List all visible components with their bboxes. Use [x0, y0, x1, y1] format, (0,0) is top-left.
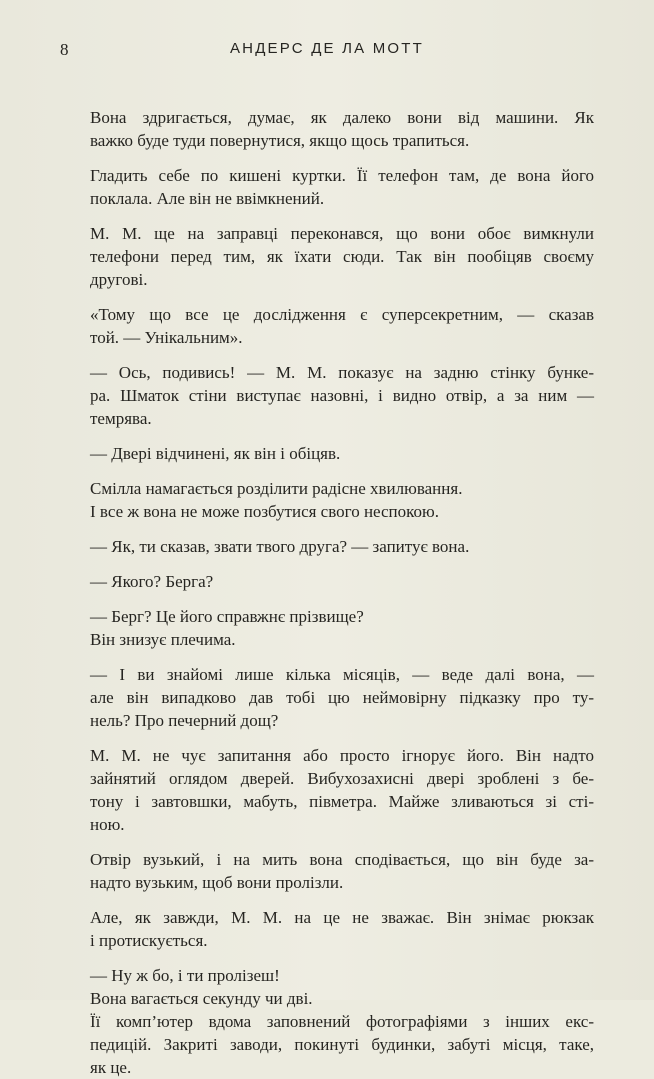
- paragraph: [90, 605, 594, 651]
- body-text: [90, 106, 594, 1079]
- paragraph-gap: [90, 152, 594, 164]
- paragraph: [90, 164, 594, 210]
- page-number: 8: [60, 40, 69, 59]
- text-line: зайнятий оглядом дверей. Вибухозахисні двері зроблені з бе-: [90, 769, 594, 788]
- text-line: «Тому що все це дослідження є суперсекретним, — сказав: [90, 305, 594, 324]
- text-line: Смілла намагається розділити радісне хвилювання.: [90, 479, 463, 498]
- paragraph-gap: [90, 291, 594, 303]
- paragraph-gap: [90, 523, 594, 535]
- paragraph-gap: [90, 836, 594, 848]
- text-line: поклала. Але він не ввімкнений.: [90, 189, 325, 208]
- text-line: — Ну ж бо, і ти пролізеш!: [90, 966, 280, 985]
- text-line: ною.: [90, 815, 125, 834]
- text-line: — Якого? Берга?: [90, 572, 214, 591]
- paragraph: [90, 848, 594, 894]
- text-line: Вона здригається, думає, як далеко вони від машини. Як: [90, 108, 594, 127]
- paragraph: [90, 303, 594, 349]
- paragraph-gap: [90, 465, 594, 477]
- text-line: Її комп’ютер вдома заповнений фотографіями з інших екс-: [90, 1012, 594, 1031]
- paragraph: [90, 442, 594, 465]
- text-line: — І ви знайомі лише кілька місяців, — веде далі вона, —: [90, 665, 594, 684]
- paragraph: [90, 106, 594, 152]
- text-line: педицій. Закриті заводи, покинуті будинки, забуті місця, таке,: [90, 1035, 594, 1054]
- text-line: Вона вагається секунду чи дві.: [90, 989, 313, 1008]
- text-line: Він знизує плечима.: [90, 630, 236, 649]
- running-header: АНДЕРС ДЕ ЛА МОТТ: [229, 40, 425, 57]
- paragraph-gap: [90, 593, 594, 605]
- text-line: — Ось, подивись! — М. М. показує на задню стінку бунке-: [90, 363, 594, 382]
- text-line: важко буде туди повернутися, якщо щось трапиться.: [90, 131, 470, 150]
- text-line: той. — Унікальним».: [90, 328, 243, 347]
- text-line: тону і завтовшки, мабуть, півметра. Майже зливаються зі сті-: [90, 792, 594, 811]
- text-line: — Берг? Це його справжнє прізвище?: [90, 607, 364, 626]
- paragraph: [90, 744, 594, 836]
- paragraph-gap: [90, 349, 594, 361]
- text-line: темрява.: [90, 409, 152, 428]
- text-line: — Як, ти сказав, звати твого друга? — запитує вона.: [90, 537, 470, 556]
- paragraph-gap: [90, 430, 594, 442]
- text-line: Гладить себе по кишені куртки. Її телефон там, де вона його: [90, 166, 594, 185]
- text-line: Отвір вузький, і на мить вона сподівається, що він буде за-: [90, 850, 594, 869]
- text-line: ра. Шматок стіни виступає назовні, і видно отвір, а за ним —: [90, 386, 594, 405]
- paragraph: [90, 477, 594, 523]
- text-line: І все ж вона не може позбутися свого неспокою.: [90, 502, 439, 521]
- text-line: телефони перед тим, як їхати сюди. Так він пообіцяв своєму: [90, 247, 594, 266]
- paragraph: [90, 663, 594, 732]
- paragraph-gap: [90, 732, 594, 744]
- paragraph: [90, 570, 594, 593]
- paragraph-gap: [90, 210, 594, 222]
- text-line: — Двері відчинені, як він і обіцяв.: [90, 444, 341, 463]
- text-line: Але, як завжди, М. М. на це не зважає. Він знімає рюкзак: [90, 908, 594, 927]
- text-line: і протискується.: [90, 931, 208, 950]
- text-line: М. М. ще на заправці переконався, що вони обоє вимкнули: [90, 224, 594, 243]
- text-line: але він випадково дав тобі цю неймовірну підказку про ту-: [90, 688, 594, 707]
- paragraph-gap: [90, 558, 594, 570]
- text-line: нель? Про печерний дощ?: [90, 711, 279, 730]
- text-line: другові.: [90, 270, 148, 289]
- paragraph: [90, 361, 594, 430]
- paragraph: [90, 222, 594, 291]
- paragraph: [90, 906, 594, 952]
- text-line: надто вузьким, щоб вони пролізли.: [90, 873, 344, 892]
- text-line: М. М. не чує запитання або просто ігнорує його. Він надто: [90, 746, 594, 765]
- paragraph: [90, 964, 594, 1079]
- paragraph-gap: [90, 894, 594, 906]
- paragraph: [90, 535, 594, 558]
- text-line: як це.: [90, 1058, 132, 1077]
- paragraph-gap: [90, 952, 594, 964]
- paragraph-gap: [90, 651, 594, 663]
